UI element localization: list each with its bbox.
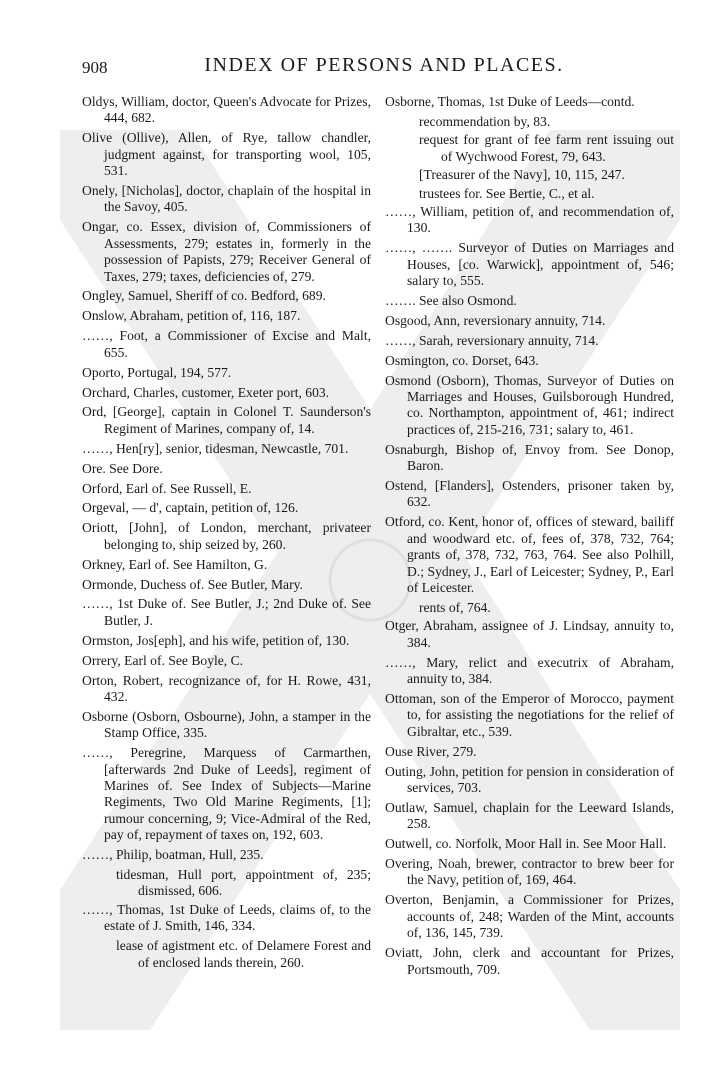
index-entry: recommendation by, 83. xyxy=(419,113,551,129)
index-entry: Osgood, Ann, reversionary annuity, 714. xyxy=(385,312,606,328)
index-entry: Orkney, Earl of. See Hamilton, G. xyxy=(82,556,268,572)
index-entry: ……, Hen[ry], senior, tidesman, Newcastle, 701. xyxy=(82,440,349,456)
index-entry: Oporto, Portugal, 194, 577. xyxy=(82,364,232,380)
index-entry: Orrery, Earl of. See Boyle, C. xyxy=(82,652,244,668)
index-entry: rents of, 764. xyxy=(419,599,491,615)
index-entry: Osnaburgh, Bishop of, Envoy from. See Donop, Baron. xyxy=(385,441,674,474)
index-entry: request for grant of fee farm rent issuing out of Wychwood Forest, 79, 643. xyxy=(419,132,674,164)
index-entry: Ostend, [Flanders], Ostenders, prisoner taken by, 632. xyxy=(385,478,674,510)
index-entry: Osmond (Osborn), Thomas, Surveyor of Duties on Marriages and Houses, Guilsborough Hundred, co. Northampton, appointment of, 461; indirect practices of, 215-216, 731; salary to, 461. xyxy=(385,372,674,437)
index-entry: Osborne (Osborn, Osbourne), John, a stamper in the Stamp Office, 335. xyxy=(82,708,371,741)
index-entry: Oriott, [John], of London, merchant, privateer belonging to, ship seized by, 260. xyxy=(82,520,371,552)
index-entry: Orchard, Charles, customer, Exeter port, 603. xyxy=(82,384,330,400)
index-entry: Overing, Noah, brewer, contractor to brew beer for the Navy, petition of, 169, 464. xyxy=(385,856,674,888)
index-entry: Otford, co. Kent, honor of, offices of steward, bailiff and woodward etc. of, fees of, 378, 732, 764; grants of, 378, 732, 763, 764. See also Polhill, D.; Sydney, J., Earl of Leicester; Sydney, P., Earl of Leicester. xyxy=(385,514,674,595)
index-entry: Otger, Abraham, assignee of J. Lindsay, annuity to, 384. xyxy=(385,618,674,650)
index-entry: Ord, [George], captain in Colonel T. Saunderson's Regiment of Marines, company of, 14. xyxy=(82,404,371,436)
index-entry: ……, ……. Surveyor of Duties on Marriages and Houses, [co. Warwick], appointment of, 546; salary to, 555. xyxy=(385,240,674,289)
index-entry: Outing, John, petition for pension in consideration of services, 703. xyxy=(385,763,674,795)
index-entry: Oldys, William, doctor, Queen's Advocate for Prizes, 444, 682. xyxy=(82,94,371,126)
index-entry: Ormonde, Duchess of. See Butler, Mary. xyxy=(82,576,303,592)
index-entry: ……, Foot, a Commissioner of Excise and Malt, 655. xyxy=(82,328,371,360)
index-entry: Orton, Robert, recognizance of, for H. Rowe, 431, 432. xyxy=(82,672,371,704)
index-entry: lease of agistment etc. of Delamere Forest and of enclosed lands therein, 260. xyxy=(116,938,371,970)
index-entry: tidesman, Hull port, appointment of, 235; dismissed, 606. xyxy=(116,867,371,899)
index-entry: ……. See also Osmond. xyxy=(385,292,517,308)
index-entry: Overton, Benjamin, a Commissioner for Prizes, accounts of, 248; Warden of the Mint, accounts of, 136, 145, 739. xyxy=(385,892,674,941)
index-entry: ……, Mary, relict and executrix of Abraham, annuity to, 384. xyxy=(385,654,674,686)
index-entry: Ore. See Dore. xyxy=(82,460,163,476)
index-entry: Ongar, co. Essex, division of, Commissioners of Assessments, 279; estates in, formerly in the possession of Papists, 279; Receiver General of Taxes, 279; taxes, deficiencies of, 279. xyxy=(82,219,371,284)
index-entry: Ormston, Jos[eph], and his wife, petition of, 130. xyxy=(82,632,350,648)
index-entry: ……, Peregrine, Marquess of Carmarthen, [afterwards 2nd Duke of Leeds], regiment of Marines of. See Index of Subjects—Marine Regiments, Two Old Marine Regiments, [1]; rumour concerning, 9; Vice-Admiral of the Red, pay of, repayment of taxes on, 192, 603. xyxy=(82,745,371,843)
index-entry: Ongley, Samuel, Sheriff of co. Bedford, 689. xyxy=(82,288,326,304)
index-entry: [Treasurer of the Navy], 10, 115, 247. xyxy=(419,167,625,183)
index-entry: Outwell, co. Norfolk, Moor Hall in. See Moor Hall. xyxy=(385,836,667,852)
index-entry: Osborne, Thomas, 1st Duke of Leeds—contd. xyxy=(385,94,635,109)
index-entry: ……, 1st Duke of. See Butler, J.; 2nd Duke of. See Butler, J. xyxy=(82,596,371,628)
index-entry: Olive (Ollive), Allen, of Rye, tallow chandler, judgment against, for transporting wool, 105, 531. xyxy=(82,130,371,179)
index-entry: Outlaw, Samuel, chaplain for the Leeward Islands, 258. xyxy=(385,799,674,832)
index-columns xyxy=(82,94,674,981)
index-entry: Ouse River, 279. xyxy=(385,743,477,759)
index-entry: ……, William, petition of, and recommendation of, 130. xyxy=(385,203,674,236)
index-entry: trustees for. See Bertie, C., et al. xyxy=(419,185,595,201)
index-entry: Orgeval, — d', captain, petition of, 126. xyxy=(82,500,299,516)
page-header xyxy=(78,54,660,82)
page-number: 908 xyxy=(82,58,108,77)
index-entry: ……, Thomas, 1st Duke of Leeds, claims of, to the estate of J. Smith, 146, 334. xyxy=(82,901,371,934)
page-title: INDEX OF PERSONS AND PLACES. xyxy=(204,54,564,76)
index-entry: Osmington, co. Dorset, 643. xyxy=(385,352,539,368)
right-column xyxy=(385,94,674,981)
index-entry: Onslow, Abraham, petition of, 116, 187. xyxy=(82,308,301,324)
index-entry: ……, Philip, boatman, Hull, 235. xyxy=(82,847,264,863)
index-entry: ……, Sarah, reversionary annuity, 714. xyxy=(385,332,599,348)
left-column xyxy=(82,94,371,981)
index-entry: Oviatt, John, clerk and accountant for Prizes, Portsmouth, 709. xyxy=(385,945,674,977)
index-entry: Onely, [Nicholas], doctor, chaplain of the hospital in the Savoy, 405. xyxy=(82,183,371,215)
index-entry: Ottoman, son of the Emperor of Morocco, payment to, for assisting the negotiations for the relief of Gibraltar, etc., 539. xyxy=(385,690,674,739)
index-entry: Orford, Earl of. See Russell, E. xyxy=(82,480,252,496)
